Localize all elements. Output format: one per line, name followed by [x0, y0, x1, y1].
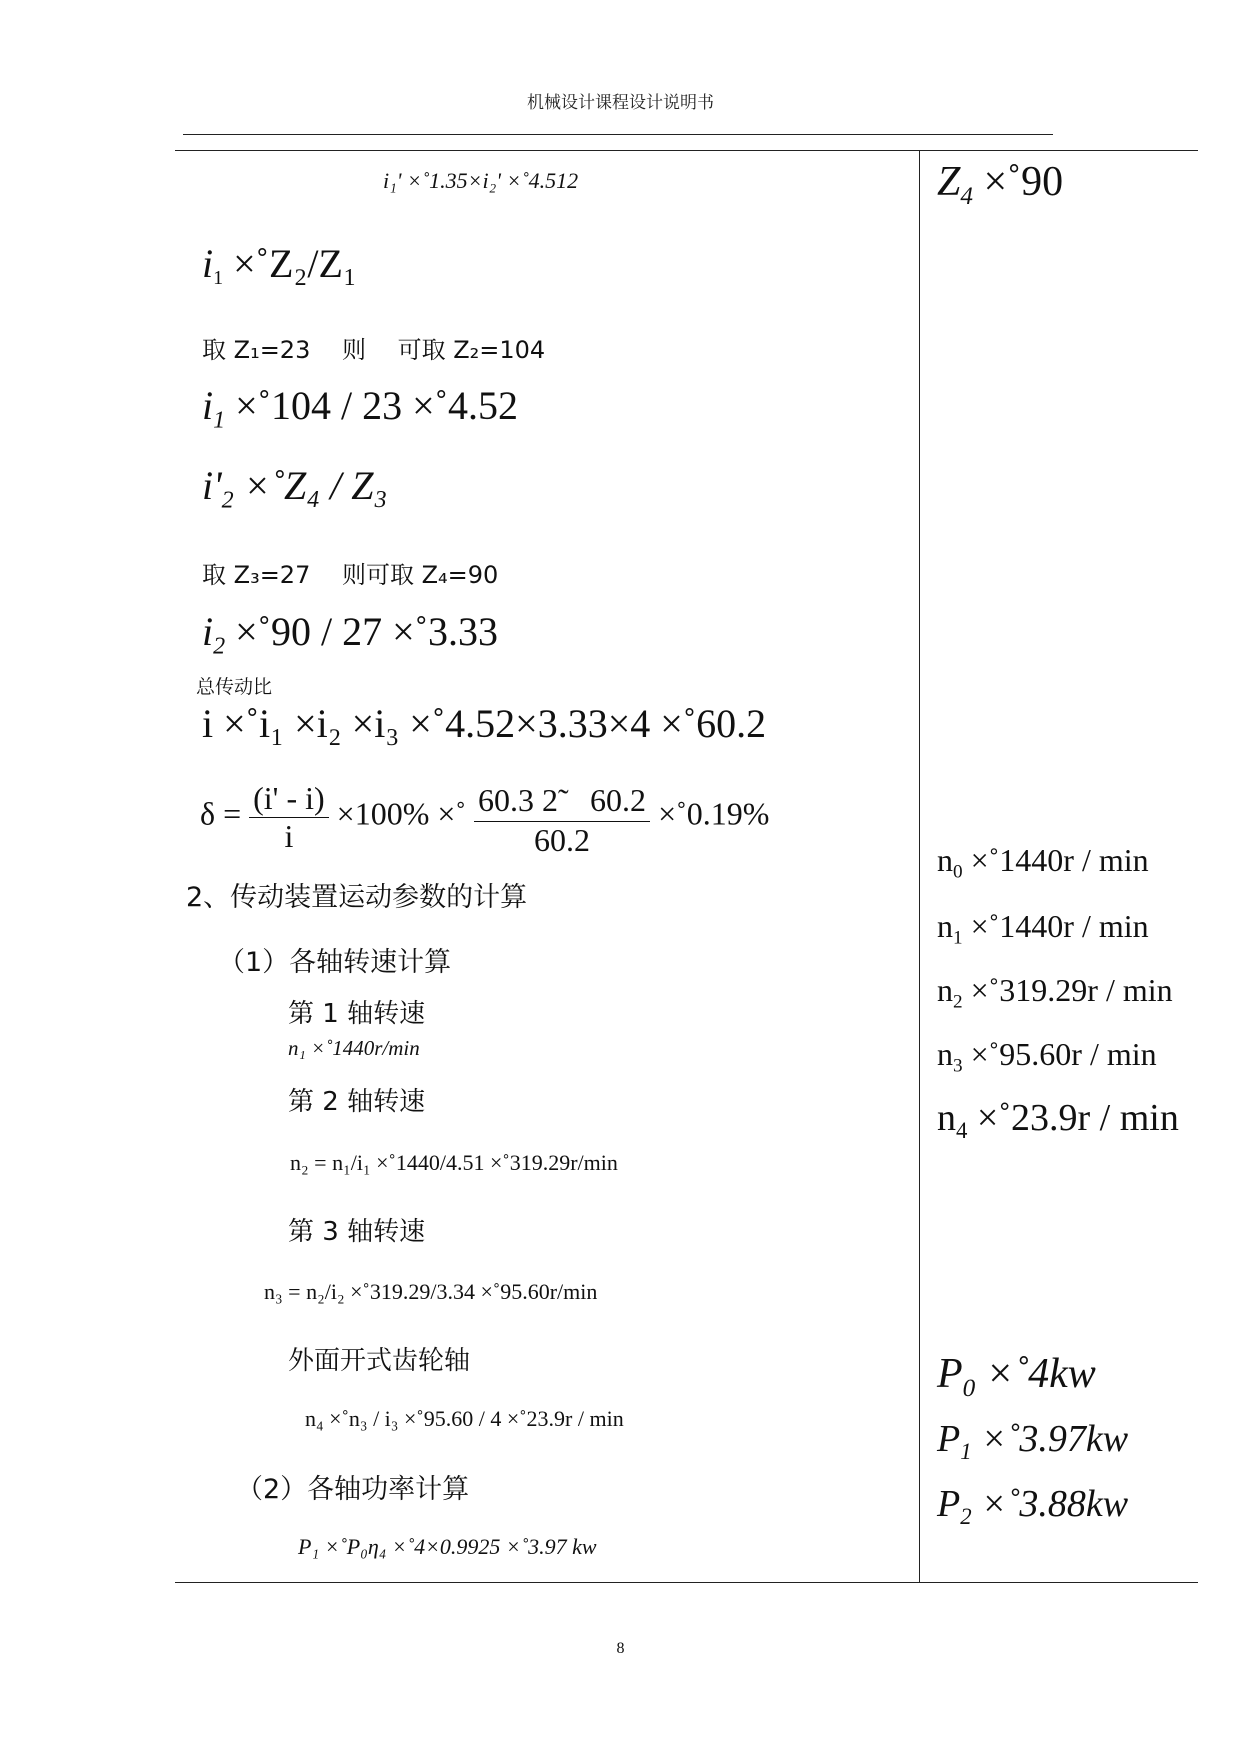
header-rule: [183, 134, 1053, 135]
subsection-2-heading: （2）各轴功率计算: [236, 1474, 470, 1505]
n1-symbol: $n_1$: [937, 908, 963, 949]
table-top-rule: [175, 150, 1198, 151]
n0-symbol: $n_0$: [937, 842, 963, 883]
equation-i1-prime: i₁' ×˚1.35×i₂' ×˚4.512: [383, 168, 579, 193]
result-p1: [937, 1417, 1128, 1465]
page-number: 8: [616, 1640, 625, 1657]
n3-value: ×˚95.60r / min: [970, 1036, 1157, 1072]
delta-numerator-2: 60.3 2̃ 60.2: [474, 775, 650, 822]
total-ratio-label: 总传动比: [196, 676, 273, 698]
n3-symbol: $n_3$: [937, 1036, 963, 1077]
i2-value: ×˚90 / 27 ×˚3.33: [235, 609, 498, 654]
equation-delta: [200, 775, 769, 859]
subsection-1-heading: （1）各轴转速计算: [218, 947, 452, 978]
result-n2: [937, 972, 1173, 1014]
equation-i2-value: [202, 608, 498, 660]
p2-value: ×˚3.88kw: [981, 1483, 1129, 1525]
i2-prime-symbol: $i'_2$: [202, 463, 234, 514]
shaft-2-equation: n₂ = n₁/i₁ ×˚1440/4.51 ×˚319.29r/min: [290, 1150, 618, 1175]
table-bottom-rule: [175, 1582, 1198, 1583]
i1-value: ×˚104 / 23 ×˚4.52: [235, 383, 518, 428]
delta-denominator-1: i: [284, 817, 294, 854]
i2-value-symbol: $i_2$: [202, 609, 226, 660]
z4-symbol: $Z_4$: [937, 159, 973, 210]
result-p2: [937, 1482, 1128, 1530]
delta-numerator-1: (i' - i): [249, 780, 329, 818]
result-p0: [937, 1350, 1096, 1403]
shaft-2-title: 第 2 轴转速: [288, 1087, 426, 1117]
n1-value: ×˚1440r / min: [970, 908, 1149, 944]
result-n0: [937, 842, 1149, 884]
p1-value: ×˚3.97kw: [981, 1418, 1129, 1460]
delta-fraction-2: [474, 775, 650, 859]
delta-mid: ×100% ×˚: [336, 795, 467, 832]
i1-value-symbol: $i_1$: [202, 383, 226, 434]
delta-symbol: δ =: [200, 795, 242, 832]
i1-subscript: 1: [213, 267, 224, 289]
result-n4: [937, 1096, 1179, 1144]
p0-symbol: $P_0$: [937, 1351, 976, 1402]
delta-result: ×˚0.19%: [658, 795, 770, 832]
column-divider: [919, 150, 920, 1582]
delta-fraction-1: [249, 780, 329, 855]
total-ratio-symbol: i: [202, 701, 224, 746]
z4-value: ×˚90: [983, 159, 1064, 205]
total-ratio-value: ×˚i₁ ×i₂ ×i₃ ×˚4.52×3.33×4 ×˚60.2: [223, 701, 767, 746]
page-header: 机械设计课程设计说明书: [527, 93, 714, 113]
shaft-3-title: 第 3 轴转速: [288, 1217, 426, 1247]
result-n1: [937, 908, 1149, 950]
p1-symbol: $P_1$: [937, 1418, 972, 1464]
result-n3: [937, 1036, 1157, 1078]
p1-equation: P₁ ×˚P₀η₄ ×˚4×0.9925 ×˚3.97 kw: [298, 1534, 597, 1559]
equation-i1-value: [202, 382, 518, 434]
shaft-3-equation: n₃ = n₂/i₂ ×˚319.29/3.34 ×˚95.60r/min: [264, 1279, 598, 1304]
take-z1-line: 取 Z₁=23 则 可取 Z₂=104: [202, 336, 546, 364]
i1-symbol: i: [202, 241, 214, 286]
open-gear-shaft-title: 外面开式齿轮轴: [288, 1346, 471, 1376]
n0-value: ×˚1440r / min: [970, 842, 1149, 878]
equation-i1-definition: [202, 240, 357, 290]
i1-ratio: ×˚Z₂/Z₁: [233, 241, 357, 286]
take-z3-line: 取 Z₃=27 则可取 Z₄=90: [202, 561, 499, 589]
delta-denominator-2: 60.2: [534, 822, 591, 858]
equation-total-ratio: [202, 700, 766, 747]
n4-value: ×˚23.9r / min: [976, 1097, 1179, 1139]
n2-value: ×˚319.29r / min: [970, 972, 1173, 1008]
p2-symbol: $P_2$: [937, 1483, 972, 1529]
n2-symbol: $n_2$: [937, 972, 963, 1013]
i2-prime-ratio: ×˚Z₄ / Z₃: [243, 463, 388, 508]
equation-i2-prime: [202, 462, 387, 514]
result-z4: [937, 158, 1063, 211]
shaft-1-title: 第 1 轴转速: [288, 999, 426, 1029]
p0-value: ×˚4kw: [985, 1351, 1096, 1397]
shaft-4-equation: n₄ ×˚n₃ / i₃ ×˚95.60 / 4 ×˚23.9r / min: [305, 1406, 624, 1431]
section-2-heading: 2、传动装置运动参数的计算: [186, 882, 528, 913]
n4-symbol: $n_4$: [937, 1097, 968, 1143]
shaft-1-equation: n₁ ×˚1440r/min: [288, 1036, 420, 1060]
